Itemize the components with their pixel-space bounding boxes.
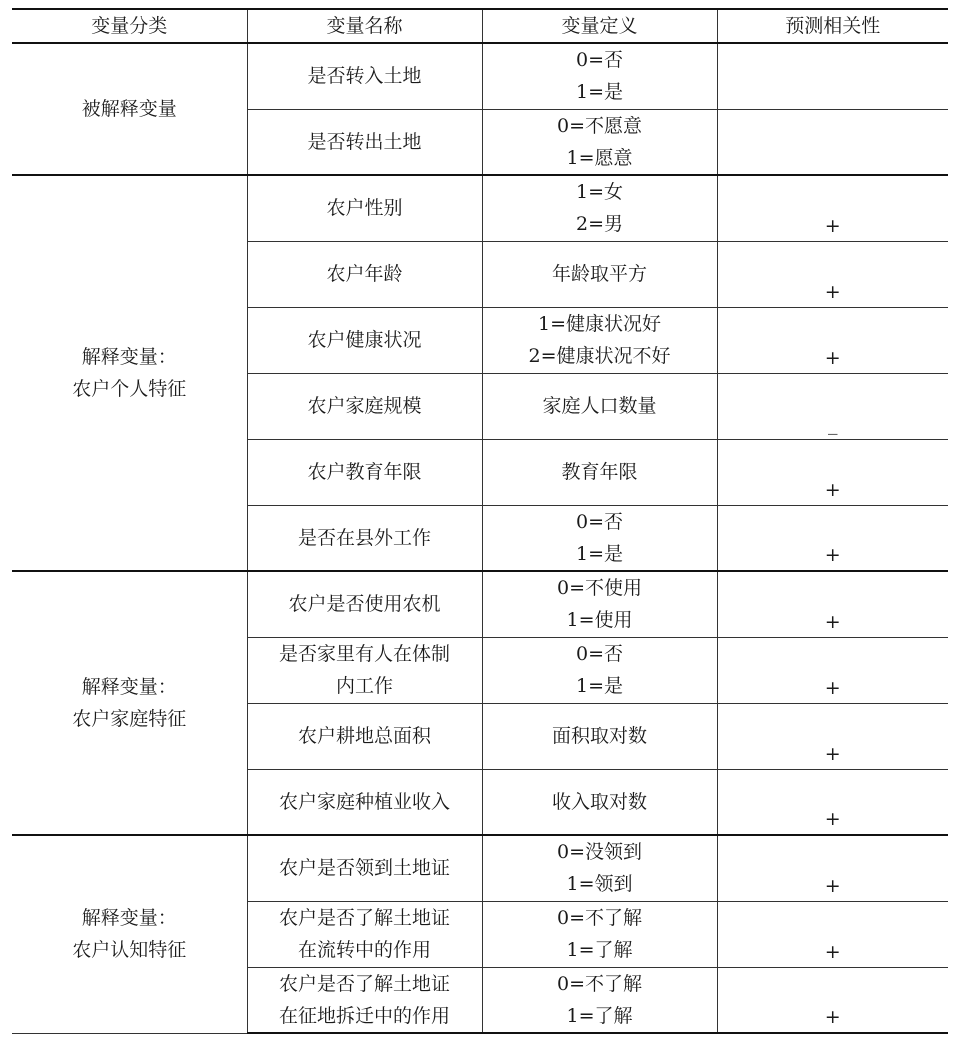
category-text: 解释变量： [81, 346, 177, 368]
definition-text: 1=是 [575, 542, 623, 565]
correlation-cell: + [717, 967, 948, 1033]
header-definition: 变量定义 [482, 9, 717, 43]
definition-text: 1=领到 [566, 873, 633, 896]
definition-cell [482, 637, 717, 703]
name-text: 农户是否了解土地证 [278, 972, 450, 995]
name-cell [247, 901, 482, 967]
correlation-cell: + [717, 703, 948, 769]
definition-text: 0=不了解 [556, 972, 642, 995]
table-row [12, 835, 948, 901]
table-row [12, 175, 948, 241]
definition-text: 0=不使用 [556, 577, 642, 600]
correlation-cell: + [717, 835, 948, 901]
correlation-cell: + [717, 175, 948, 241]
definition-text: 0=否 [575, 510, 623, 533]
definition-text: 面积取对数 [551, 725, 647, 747]
correlation-cell: + [717, 637, 948, 703]
name-text: 农户家庭种植业收入 [278, 790, 450, 813]
name-cell [247, 637, 482, 703]
name-text: 农户教育年限 [307, 461, 422, 483]
definition-text: 1=了解 [566, 939, 633, 961]
header-row [12, 9, 948, 43]
name-text: 是否家里有人在体制 [278, 643, 450, 665]
name-text: 农户年龄 [326, 263, 403, 285]
name-text: 农户是否领到土地证 [278, 857, 450, 880]
correlation-cell [717, 109, 948, 175]
correlation-cell: + [717, 505, 948, 571]
definition-cell [482, 571, 717, 637]
name-cell [247, 769, 482, 835]
name-cell [247, 439, 482, 505]
definition-text: 1=健康状况好 [537, 313, 661, 335]
name-cell [247, 571, 482, 637]
name-text: 农户是否了解土地证 [278, 907, 450, 929]
variable-table [12, 8, 948, 1034]
header-name: 变量名称 [247, 9, 482, 43]
table-row [12, 43, 948, 109]
name-text: 农户是否使用农机 [288, 593, 441, 616]
definition-cell [482, 241, 717, 307]
category-text: 被解释变量 [81, 98, 177, 120]
definition-text: 1=使用 [566, 609, 633, 632]
category-cell [12, 175, 247, 571]
category-cell [12, 43, 247, 175]
definition-cell [482, 175, 717, 241]
category-text: 农户家庭特征 [72, 708, 187, 730]
correlation-cell: + [717, 571, 948, 637]
correlation-cell: + [717, 769, 948, 835]
table-row [12, 571, 948, 637]
header-category: 变量分类 [12, 9, 247, 43]
definition-text: 1=是 [575, 675, 623, 697]
definition-cell [482, 967, 717, 1033]
name-text: 农户耕地总面积 [297, 725, 431, 747]
definition-cell [482, 373, 717, 439]
name-cell [247, 175, 482, 241]
table-body [12, 43, 948, 1033]
definition-cell [482, 109, 717, 175]
definition-text: 家庭人口数量 [542, 395, 657, 417]
name-text: 农户性别 [326, 197, 403, 220]
definition-text: 收入取对数 [551, 790, 647, 813]
name-text: 在流转中的作用 [297, 939, 431, 961]
correlation-cell: + [717, 439, 948, 505]
name-cell [247, 307, 482, 373]
correlation-cell: + [717, 901, 948, 967]
definition-text: 0=不了解 [556, 907, 642, 929]
name-cell [247, 109, 482, 175]
name-text: 是否转出土地 [307, 130, 422, 153]
name-cell [247, 703, 482, 769]
definition-cell [482, 439, 717, 505]
definition-cell [482, 307, 717, 373]
definition-cell [482, 505, 717, 571]
name-cell [247, 967, 482, 1033]
name-text: 农户健康状况 [307, 329, 422, 351]
category-text: 解释变量： [81, 907, 177, 930]
correlation-cell: + [717, 307, 948, 373]
name-cell [247, 505, 482, 571]
name-cell [247, 835, 482, 901]
name-text: 内工作 [335, 675, 393, 697]
definition-cell [482, 703, 717, 769]
category-text: 农户认知特征 [72, 939, 187, 962]
definition-text: 1=是 [575, 81, 623, 104]
header-correlation: 预测相关性 [717, 9, 948, 43]
definition-text: 1=了解 [566, 1004, 633, 1027]
definition-text: 1=愿意 [566, 146, 633, 169]
definition-text: 1=女 [575, 181, 623, 204]
name-text: 在征地拆迁中的作用 [278, 1004, 450, 1027]
name-cell [247, 43, 482, 109]
definition-cell [482, 43, 717, 109]
definition-text: 教育年限 [561, 461, 638, 483]
definition-text: 0=没领到 [556, 841, 642, 864]
category-text: 解释变量： [81, 676, 177, 698]
name-text: 是否在县外工作 [297, 526, 431, 549]
definition-text: 0=否 [575, 643, 623, 665]
correlation-cell: + [717, 241, 948, 307]
correlation-cell [717, 43, 948, 109]
definition-text: 2=健康状况不好 [528, 345, 671, 367]
definition-text: 0=不愿意 [556, 114, 642, 137]
name-cell [247, 373, 482, 439]
definition-text: 0=否 [575, 49, 623, 72]
name-text: 农户家庭规模 [307, 395, 422, 417]
definition-cell [482, 835, 717, 901]
correlation-cell: _ [717, 373, 948, 439]
category-text: 农户个人特征 [72, 378, 187, 400]
name-text: 是否转入土地 [307, 65, 422, 88]
name-cell [247, 241, 482, 307]
definition-text: 年龄取平方 [551, 263, 647, 285]
category-cell [12, 571, 247, 835]
category-cell [12, 835, 247, 1033]
definition-cell [482, 901, 717, 967]
definition-cell [482, 769, 717, 835]
definition-text: 2=男 [575, 213, 623, 236]
